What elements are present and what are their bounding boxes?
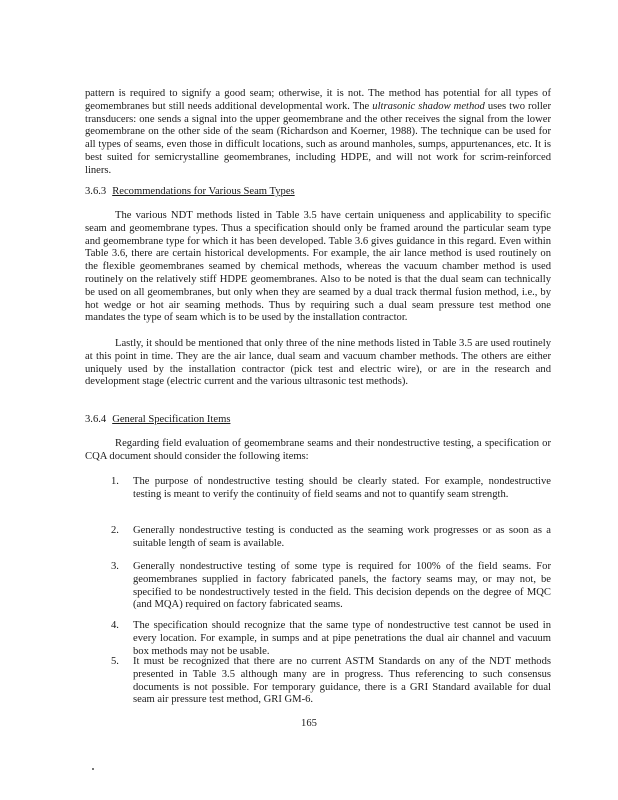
list-item-number: 2. <box>111 525 119 536</box>
section-heading-3-6-3 <box>85 186 295 199</box>
section-heading-3-6-4 <box>85 414 230 427</box>
list-item-number: 1. <box>111 476 119 487</box>
list-item-number: 4. <box>111 620 119 631</box>
section-3-6-3-paragraph-2: Lastly, it should be mentioned that only three of the nine methods listed in Table 3.5 are used routinely at this point in time. They are the air lance, dual seam and vacuum chamber methods. The others are either uniquely used by the installation contractor (pick test and electric wire), or are in the research and development stage (electric current and the various ultrasonic test methods). <box>85 338 551 388</box>
top-paragraph-text-2: uses two roller transducers: one sends a signal into the upper geomembrane and the other receives the signal from the lower geomembrane on the other side of the seam (Richardson and Koerner, 1988). The technique can be used for all types of seams, even those in difficult locations, such as around manholes, sumps, appurtenances, etc. It is best suited for semicrystalline geomembranes, including HDPE, and will not work for scrim-reinforced liners. <box>85 100 551 176</box>
section-title: Recommendations for Various Seam Types <box>112 186 295 197</box>
list-item-text: Generally nondestructive testing of some type is required for 100% of the field seams. For geomembranes supplied in factory fabricated panels, the factory seams may, or may not, be specified to be nondestructively tested in the field. This decision depends on the degree of MQC (and MQA) required on factory fabricated seams. <box>133 561 551 611</box>
list-item-text: It must be recognized that there are no current ASTM Standards on any of the NDT methods presented in Table 3.5 although many are in progress. Thus referencing to such consensus documents is not possible. For temporary guidance, there is a GRI Standard available for dual seam air pressure test method, GRI GM-6. <box>133 656 551 706</box>
list-item-number: 3. <box>111 561 119 572</box>
list-item-number: 5. <box>111 656 119 667</box>
list-item-text: The specification should recognize that the same type of nondestructive test cannot be used in every location. For example, in sumps and at pipe penetrations the dual air channel and vacuum box methods may not be usable. <box>133 620 551 657</box>
section-3-6-4-intro: Regarding field evaluation of geomembrane seams and their nondestructive testing, a specification or CQA document should consider the following items: <box>85 438 551 462</box>
top-paragraph <box>85 88 551 178</box>
list-item <box>111 656 551 707</box>
page-number: 165 <box>301 718 317 729</box>
list-item <box>111 525 551 551</box>
list-item-text: The purpose of nondestructive testing should be clearly stated. For example, nondestructive testing is meant to verify the continuity of field seams and not to quantify seam strength. <box>133 476 551 500</box>
section-3-6-3-paragraph-1: The various NDT methods listed in Table 3.5 have certain uniqueness and applicability to specific seam and geomembrane types. Thus a specification should only be framed around the particular seam type and geomembrane type for which it has been developed. Table 3.6 gives guidance in this regard. Even within Table 3.6, there are certain historical developments. For example, the air lance method is used routinely on the flexible geomembranes seamed by chemical methods, whereas the vacuum chamber method is used routinely on the relatively stiff HDPE geomembranes. Also to be noted is that the dual seam can technically be used on all geomembranes, but only when they are seamed by a dual track thermal fusion method, i.e., by hot wedge or hot air seaming methods. Thus by requiring such a dual seam pressure test method one mandates the type of seam which is to be used by the installation contractor. <box>85 210 551 324</box>
list-item <box>111 476 551 502</box>
section-number: 3.6.3 <box>85 186 107 197</box>
top-paragraph-italic-term: ultrasonic shadow method <box>372 100 485 112</box>
scan-speck <box>92 768 94 770</box>
section-title: General Specification Items <box>112 414 231 425</box>
section-number: 3.6.4 <box>85 414 107 425</box>
top-paragraph-text-1: pattern is required to signify a good seam; otherwise, it is not. The method has potential for all types of geomembranes but still needs additional developmental work. The <box>85 88 551 112</box>
list-item <box>111 561 551 612</box>
list-item-text: Generally nondestructive testing is conducted as the seaming work progresses or as soon as a suitable length of seam is available. <box>133 525 551 549</box>
list-item <box>111 620 551 658</box>
